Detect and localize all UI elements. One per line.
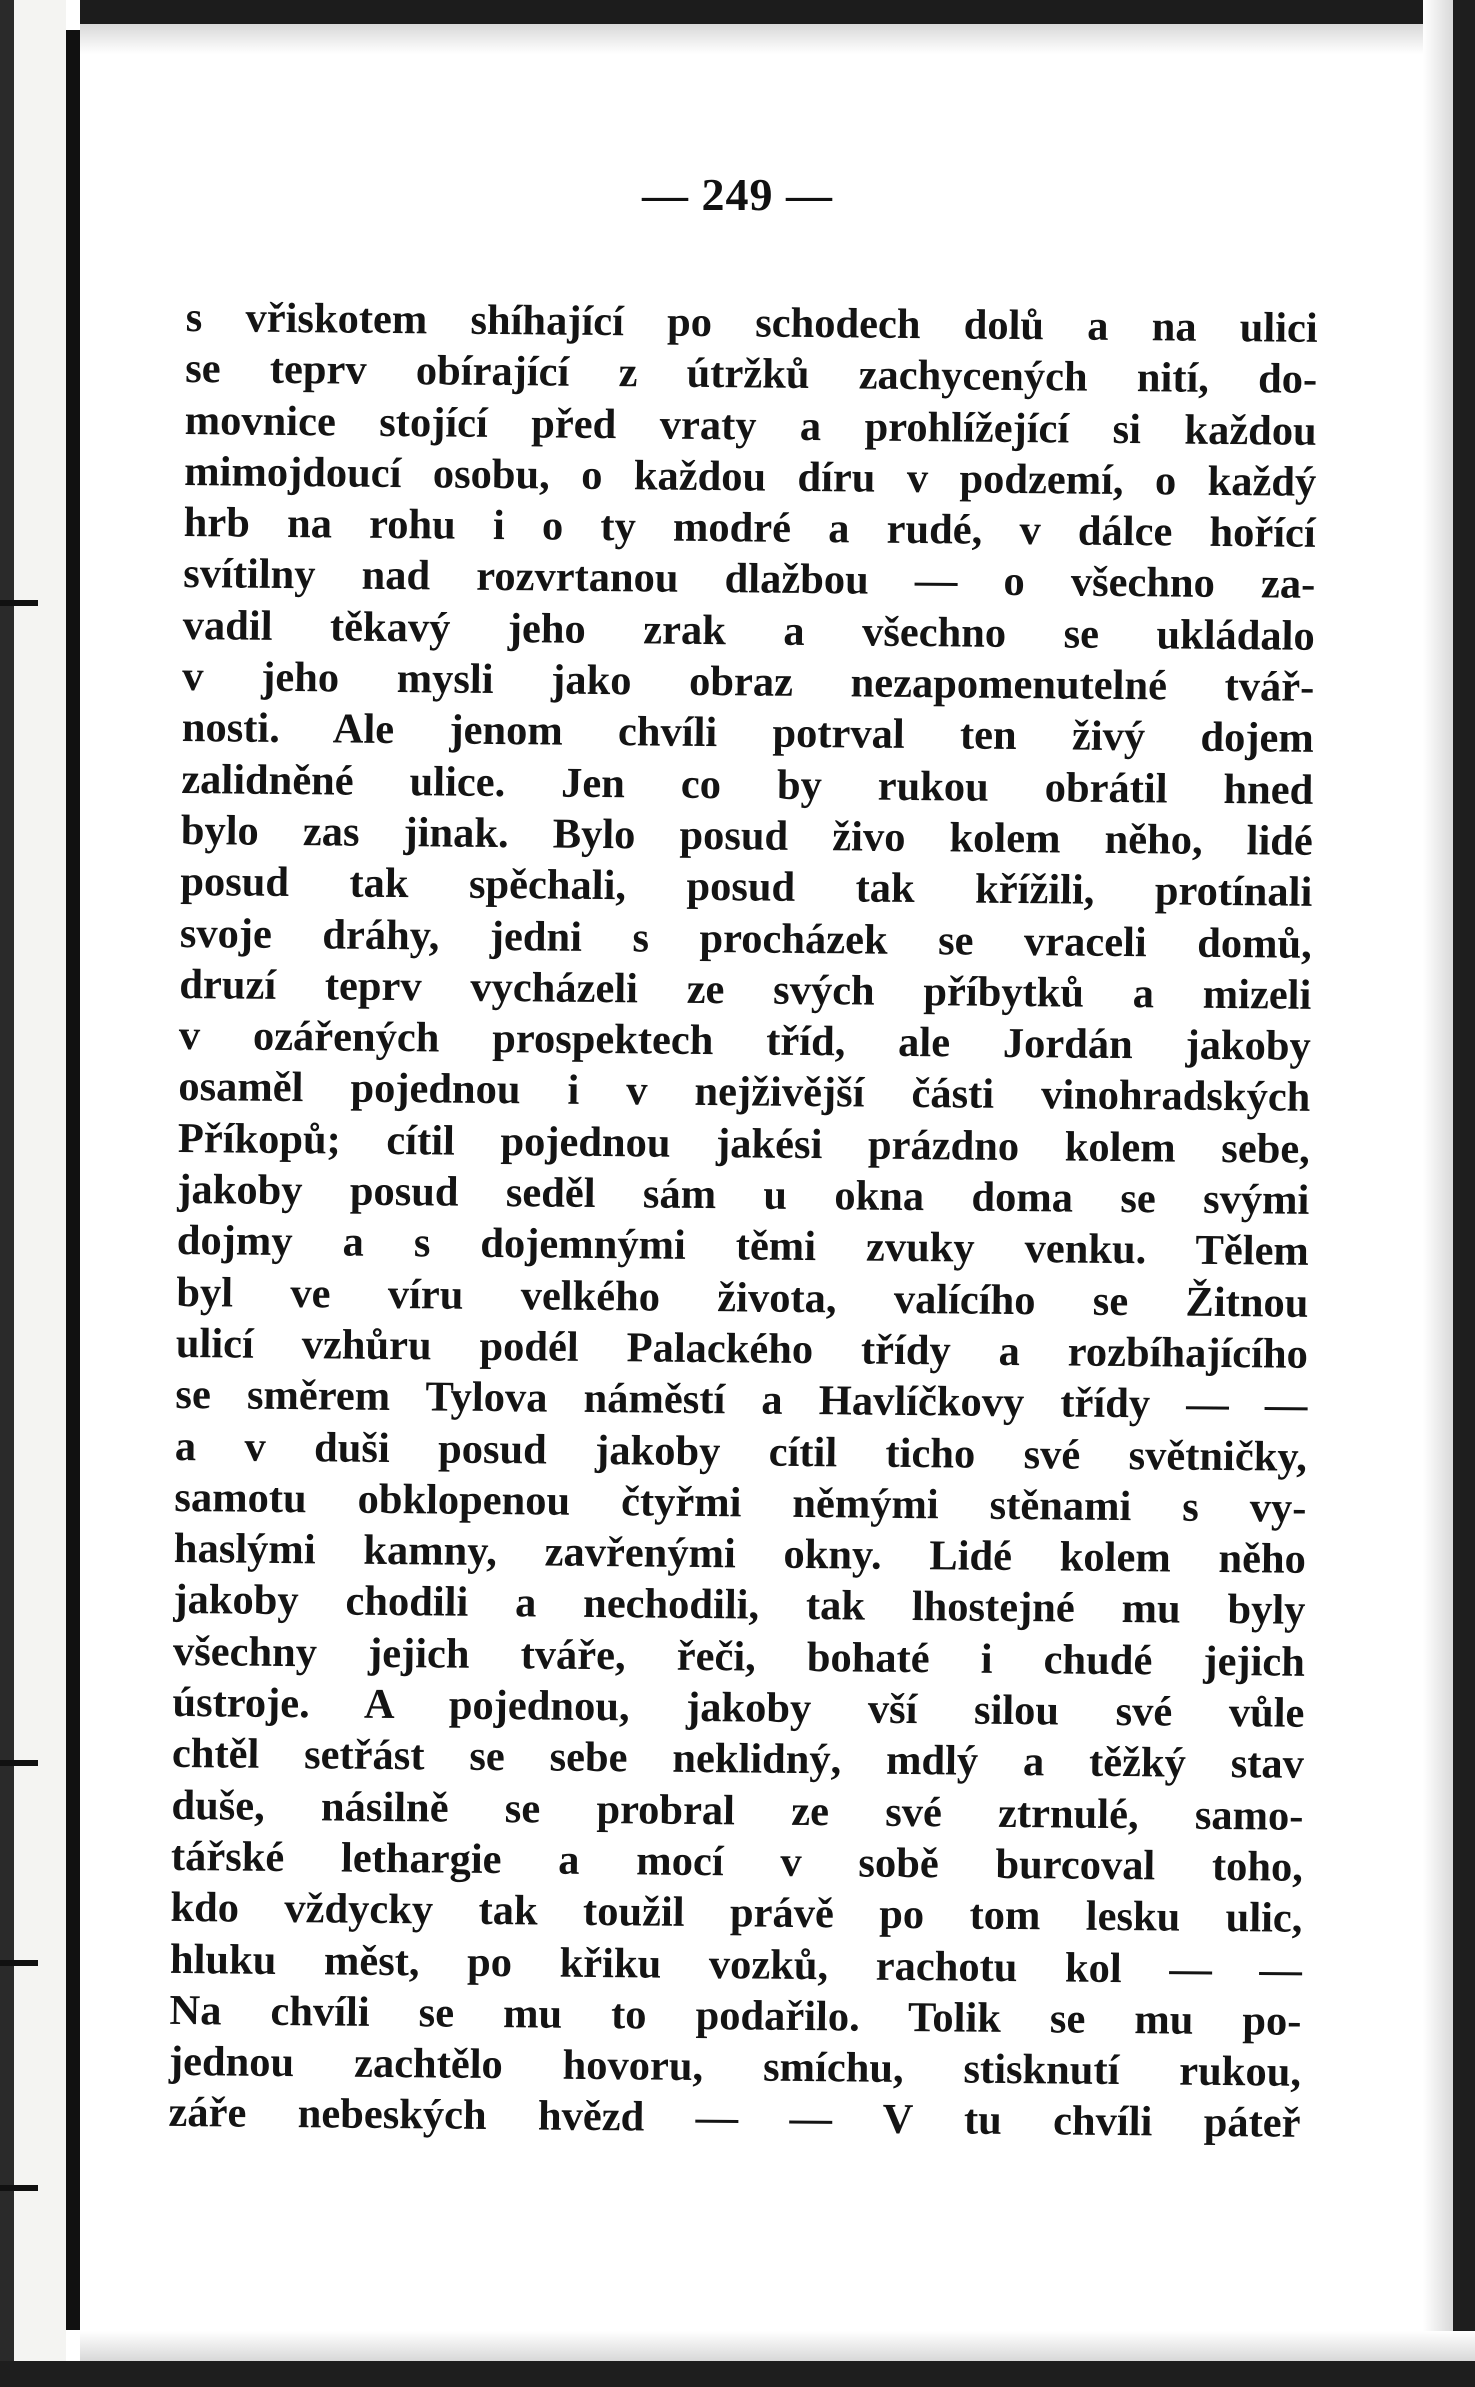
spine-binding-mark: [0, 600, 38, 606]
text-line: Na chvíli se mu to podařilo. Tolik se mu po-: [169, 1986, 1302, 2045]
bottom-scan-edge: [0, 2361, 1475, 2387]
text-line: kdo vždycky tak toužil právě po tom lesku ulic,: [170, 1884, 1303, 1942]
text-line: v jeho mysli jako obraz nezapomenutelné tvář-: [182, 653, 1315, 711]
text-line: hluku měst, po křiku vozků, rachotu kol — —: [169, 1935, 1303, 1994]
text-line: byl ve víru velkého života, valícího se Žitnou: [176, 1268, 1309, 1327]
text-line: ústroje. A pojednou, jakoby vší silou své vůle: [172, 1678, 1305, 1737]
text-line: mimojdoucí osobu, o každou díru v podzemí, o každý: [184, 447, 1317, 506]
text-line: chtěl setřást se sebe neklidný, mdlý a těžký stav: [171, 1730, 1305, 1789]
text-line: haslými kamny, zavřenými okny. Lidé kolem něho: [173, 1525, 1307, 1583]
text-line: se směrem Tylova náměstí a Havlíčkovy třídy — —: [175, 1371, 1308, 1430]
text-line: s vřiskotem shíhající po schodech dolů a na ulici: [185, 293, 1318, 352]
spine-binding-line: [66, 30, 80, 2330]
text-line: záře nebeských hvězd — — V tu chvíli páteř: [168, 2089, 1301, 2148]
spine-binding-mark: [0, 1760, 38, 1766]
text-line: posud tak spěchali, posud tak křížili, protínali: [180, 858, 1313, 917]
text-line: v ozářených prospektech tříd, ale Jordán jakoby: [178, 1012, 1312, 1070]
text-line: hrb na rohu i o ty modré a rudé, v dálce hořící: [183, 499, 1316, 558]
text-line: bylo zas jinak. Bylo posud živo kolem něho, lidé: [180, 806, 1314, 865]
text-line: nosti. Ale jenom chvíli potrval ten živý dojem: [181, 704, 1314, 763]
text-line: všechny jejich tváře, řeči, bohaté i chudé jejich: [172, 1627, 1306, 1686]
text-line: jakoby chodili a nechodili, tak lhostejné mu byly: [173, 1576, 1306, 1635]
text-line: vadil těkavý jeho zrak a všechno se ukládalo: [182, 601, 1315, 660]
top-scan-edge: [80, 0, 1475, 24]
text-line: duše, násilně se probral ze své ztrnulé, samo-: [171, 1781, 1304, 1840]
body-text: [168, 292, 1318, 2149]
top-scan-shadow: [80, 24, 1475, 54]
text-line: svítilny nad rozvrtanou dlažbou — o všechno za-: [183, 550, 1316, 609]
spine-binding-mark: [0, 2185, 38, 2191]
page-number: — 249 —: [642, 169, 833, 220]
spine-binding-mark: [0, 1960, 38, 1966]
right-scan-shadow: [1423, 0, 1453, 2387]
text-line: ulicí vzhůru podél Palackého třídy a rozbíhajícího: [175, 1319, 1309, 1378]
text-line: samotu obklopenou čtyřmi němými stěnami s vy-: [174, 1473, 1307, 1532]
text-line: Příkopů; cítil pojednou jakési prázdno kolem sebe,: [177, 1114, 1311, 1173]
gutter-strip: [14, 0, 66, 2387]
text-line: tářské lethargie a mocí v sobě burcoval toho,: [170, 1832, 1304, 1891]
gutter-dark-edge: [0, 0, 14, 2387]
text-line: dojmy a s dojemnými těmi zvuky venku. Tělem: [176, 1217, 1310, 1276]
text-line: osaměl pojednou i v nejživější části vinohradských: [178, 1063, 1311, 1122]
text-line: zalidněné ulice. Jen co by rukou obrátil hned: [181, 755, 1314, 814]
bottom-scan-shadow: [80, 2331, 1475, 2361]
text-line: jednou zachtělo hovoru, smíchu, stisknutí rukou,: [168, 2038, 1302, 2096]
text-line: svoje dráhy, jedni s procházek se vraceli domů,: [179, 909, 1313, 968]
text-line: se teprv obírající z útržků zachycených nití, do-: [185, 345, 1318, 404]
text-line: movnice stojící před vraty a prohlížející si každou: [184, 396, 1317, 455]
text-line: a v duši posud jakoby cítil ticho své světničky,: [174, 1422, 1308, 1481]
text-line: jakoby posud seděl sám u okna doma se svými: [177, 1166, 1310, 1224]
right-scan-edge: [1453, 0, 1475, 2387]
text-line: druzí teprv vycházeli ze svých příbytků a mizeli: [179, 960, 1312, 1019]
